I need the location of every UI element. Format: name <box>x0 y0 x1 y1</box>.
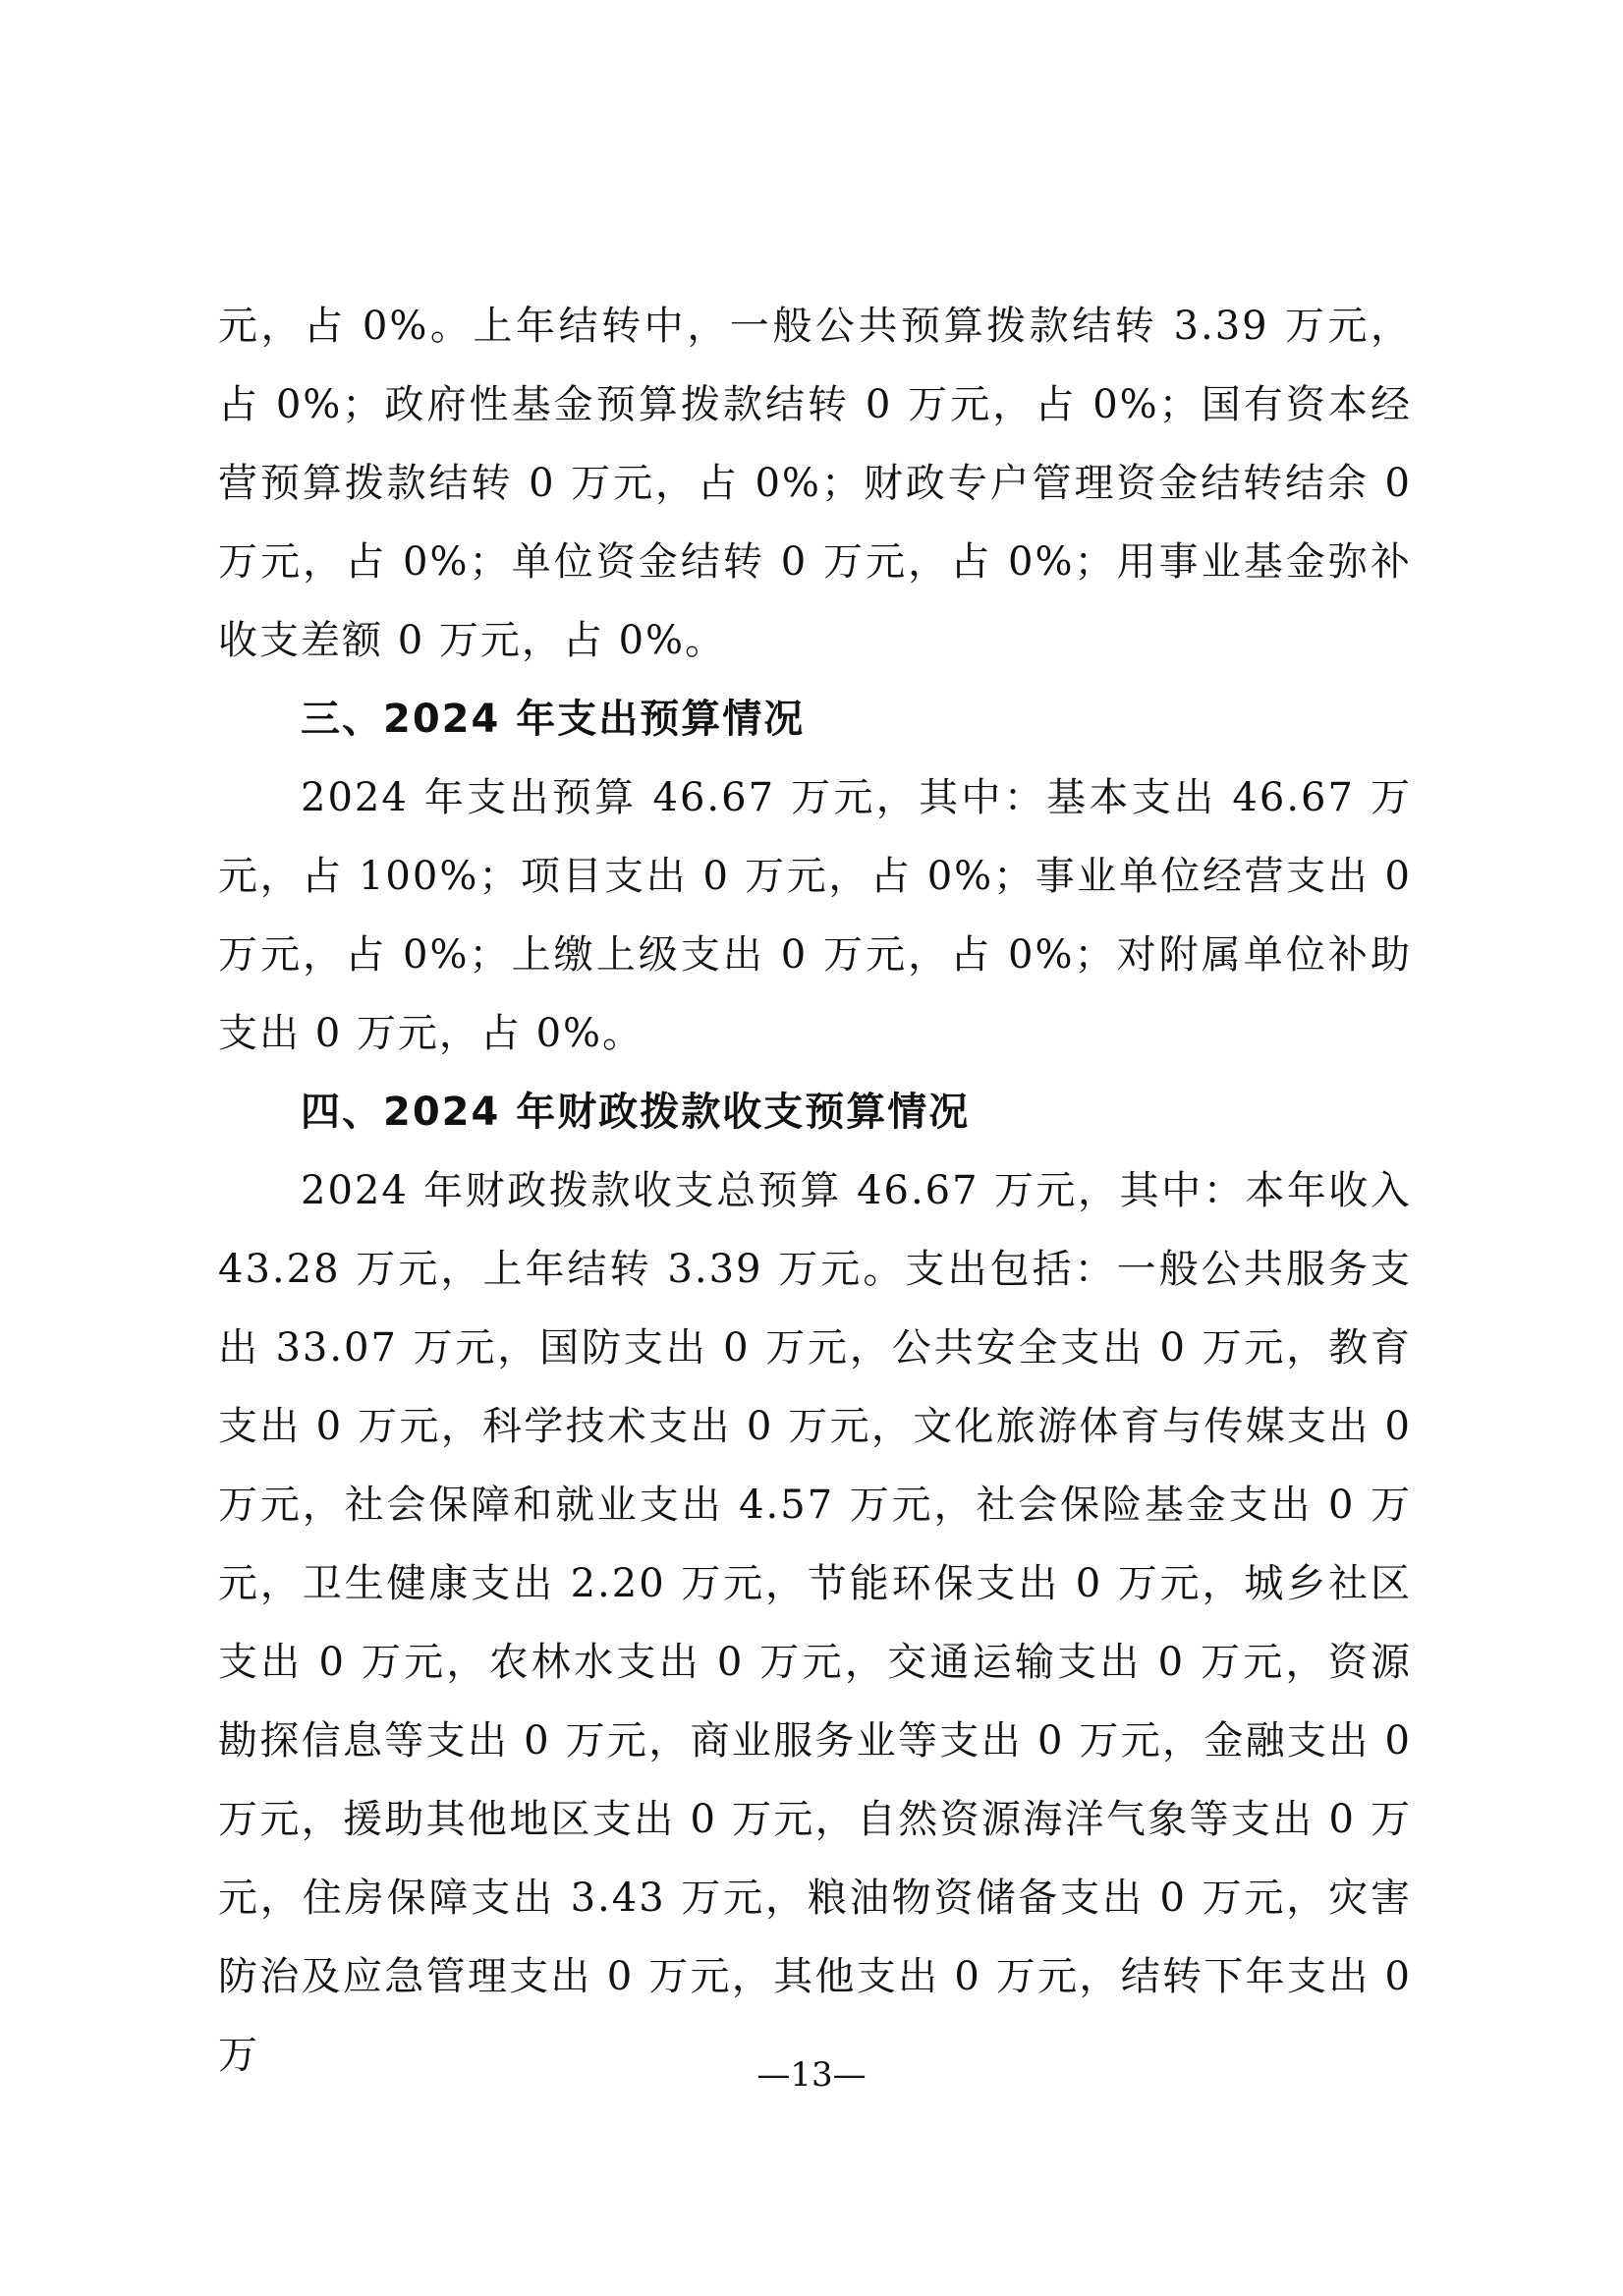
page-number: —13— <box>756 2055 867 2095</box>
paragraph-expenditure-budget: 2024 年支出预算 46.67 万元，其中：基本支出 46.67 万元，占 100%；项目支出 0 万元，占 0%；事业单位经营支出 0 万元，占 0%；上缴上级支出 0 万元，占 0%；对附属单位补助支出 0 万元，占 0%。 <box>218 775 1412 1056</box>
section-heading-expenditure-budget: 三、2024 年支出预算情况 <box>301 697 806 742</box>
section-heading-fiscal-appropriation: 四、2024 年财政拨款收支预算情况 <box>301 1090 971 1135</box>
document-body <box>218 287 1412 2095</box>
paragraph-continuation: 元，占 0%。上年结转中，一般公共预算拨款结转 3.39 万元，占 0%；政府性基金预算拨款结转 0 万元，占 0%；国有资本经营预算拨款结转 0 万元，占 0%；财政专户管理资金结转结余 0 万元，占 0%；单位资金结转 0 万元，占 0%；用事业基金弥补收支差额 0 万元，占 0%。 <box>218 304 1412 663</box>
paragraph-fiscal-appropriation: 2024 年财政拨款收支总预算 46.67 万元，其中：本年收入 43.28 万元，上年结转 3.39 万元。支出包括：一般公共服务支出 33.07 万元，国防支出 0 万元，公共安全支出 0 万元，教育支出 0 万元，科学技术支出 0 万元，文化旅游体育与传媒支出 0 万元，社会保障和就业支出 4.57 万元，社会保险基金支出 0 万元，卫生健康支出 2.20 万元，节能环保支出 0 万元，城乡社区支出 0 万元，农林水支出 0 万元，交通运输支出 0 万元，资源勘探信息等支出 0 万元，商业服务业等支出 0 万元，金融支出 0 万元，援助其他地区支出 0 万元，自然资源海洋气象等支出 0 万元，住房保障支出 3.43 万元，粮油物资储备支出 0 万元，灾害防治及应急管理支出 0 万元，其他支出 0 万元，结转下年支出 0 万 <box>218 1168 1412 2078</box>
